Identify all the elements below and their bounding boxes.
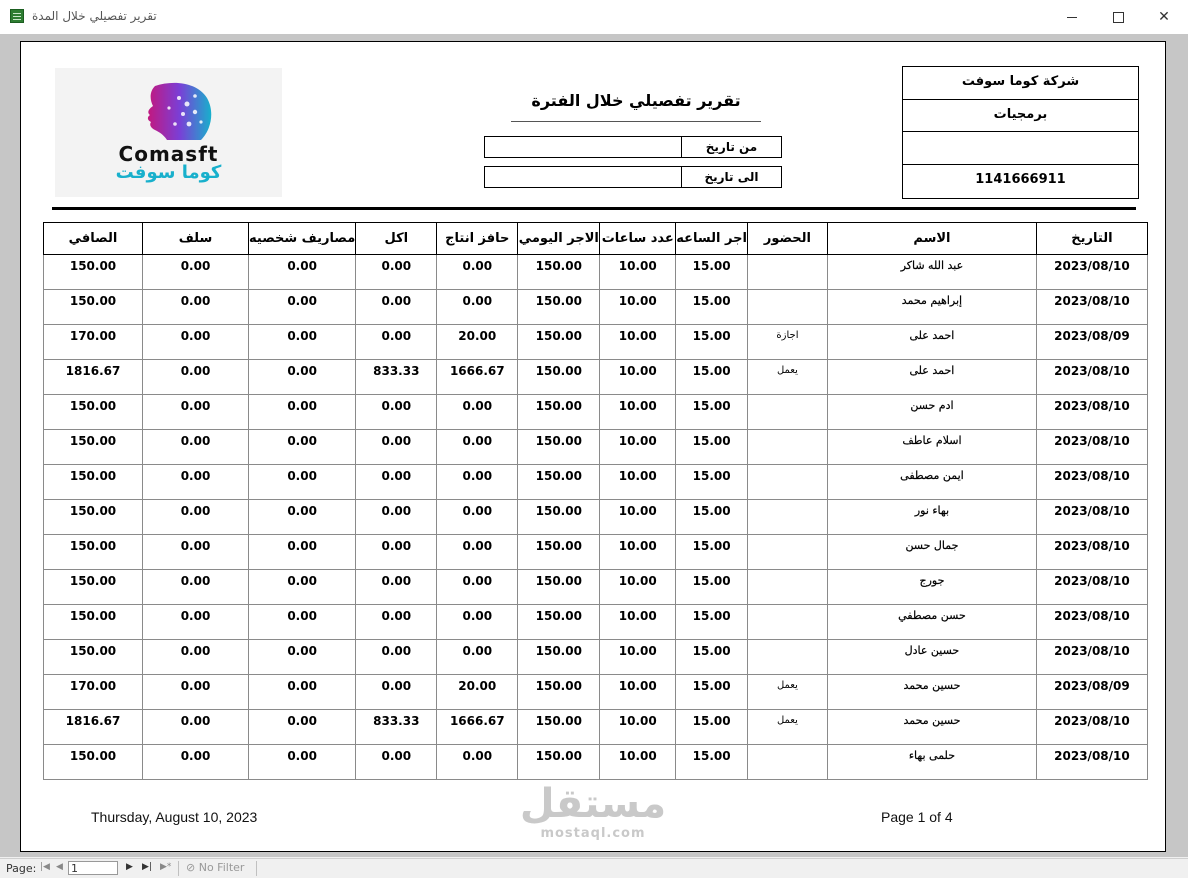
cell-advance: 0.00 [143,710,249,745]
cell-personal: 0.00 [249,290,356,325]
cell-hour-rate: 15.00 [676,500,748,535]
cell-hour-rate: 15.00 [676,710,748,745]
cell-attendance: يعمل [747,360,827,395]
cell-date: 2023/08/10 [1036,360,1147,395]
cell-personal: 0.00 [249,570,356,605]
cell-advance: 0.00 [143,465,249,500]
cell-attendance [747,395,827,430]
nav-separator [178,861,179,876]
filter-icon: ⊘ [186,861,199,874]
cell-advance: 0.00 [143,255,249,290]
cell-food: 0.00 [356,500,437,535]
table-row [44,325,1148,360]
cell-daily-wage: 150.00 [518,325,600,360]
cell-personal: 0.00 [249,395,356,430]
cell-date: 2023/08/10 [1036,710,1147,745]
cell-attendance: يعمل [747,710,827,745]
no-filter-label: No Filter [198,861,245,874]
cell-attendance [747,255,827,290]
cell-hour-rate: 15.00 [676,255,748,290]
cell-hours: 10.00 [600,605,676,640]
cell-bonus: 1666.67 [437,710,518,745]
watermark-text-ar: مستقل [519,781,667,827]
cell-personal: 0.00 [249,745,356,780]
cell-daily-wage: 150.00 [518,360,600,395]
cell-date: 2023/08/10 [1036,640,1147,675]
cell-hour-rate: 15.00 [676,430,748,465]
cell-advance: 0.00 [143,395,249,430]
col-header-bonus: حافز انتاج [437,223,518,255]
cell-net: 150.00 [44,745,143,780]
cell-bonus: 20.00 [437,325,518,360]
cell-hour-rate: 15.00 [676,675,748,710]
cell-advance: 0.00 [143,570,249,605]
report-app-icon [10,9,24,23]
cell-hour-rate: 15.00 [676,290,748,325]
cell-daily-wage: 150.00 [518,675,600,710]
report-canvas [0,34,1188,857]
window-title: تقرير تفصيلي خلال المدة [32,9,157,23]
table-row [44,255,1148,290]
cell-date: 2023/08/10 [1036,570,1147,605]
cell-name: حلمى بهاء [827,745,1036,780]
cell-date: 2023/08/10 [1036,605,1147,640]
cell-date: 2023/08/10 [1036,255,1147,290]
cell-food: 0.00 [356,535,437,570]
cell-hour-rate: 15.00 [676,535,748,570]
cell-daily-wage: 150.00 [518,605,600,640]
header-divider [52,207,1136,210]
from-date-value [484,136,682,158]
cell-hours: 10.00 [600,745,676,780]
cell-net: 150.00 [44,255,143,290]
cell-net: 150.00 [44,535,143,570]
col-header-personal: مصاريف شخصيه [249,223,356,255]
record-navigation-bar [0,858,1188,878]
cell-name: اسلام عاطف [827,430,1036,465]
page-label: Page: [6,862,37,875]
cell-hour-rate: 15.00 [676,570,748,605]
report-table [43,222,1148,780]
table-row [44,640,1148,675]
company-name: شركة كوما سوفت [903,67,1138,100]
company-blank-field [903,132,1138,165]
col-header-food: اكل [356,223,437,255]
cell-attendance [747,605,827,640]
cell-name: حسن مصطفي [827,605,1036,640]
cell-attendance [747,745,827,780]
cell-hours: 10.00 [600,500,676,535]
cell-net: 1816.67 [44,360,143,395]
cell-food: 0.00 [356,395,437,430]
cell-food: 833.33 [356,710,437,745]
cell-name: حسين عادل [827,640,1036,675]
cell-daily-wage: 150.00 [518,465,600,500]
cell-food: 0.00 [356,745,437,780]
cell-name: ايمن مصطفى [827,465,1036,500]
cell-personal: 0.00 [249,325,356,360]
cell-advance: 0.00 [143,640,249,675]
cell-personal: 0.00 [249,535,356,570]
cell-net: 150.00 [44,640,143,675]
table-row [44,535,1148,570]
cell-hours: 10.00 [600,570,676,605]
cell-hours: 10.00 [600,290,676,325]
cell-bonus: 0.00 [437,570,518,605]
cell-hours: 10.00 [600,675,676,710]
cell-name: إبراهيم محمد [827,290,1036,325]
title-bar [0,0,1188,34]
cell-hours: 10.00 [600,325,676,360]
cell-hour-rate: 15.00 [676,640,748,675]
cell-hours: 10.00 [600,255,676,290]
cell-attendance [747,535,827,570]
cell-hours: 10.00 [600,465,676,500]
cell-personal: 0.00 [249,360,356,395]
cell-net: 150.00 [44,570,143,605]
cell-daily-wage: 150.00 [518,500,600,535]
cell-attendance: يعمل [747,675,827,710]
cell-bonus: 0.00 [437,290,518,325]
cell-food: 0.00 [356,325,437,360]
cell-date: 2023/08/09 [1036,675,1147,710]
cell-personal: 0.00 [249,640,356,675]
last-page-icon[interactable]: ▶| [142,862,152,872]
cell-hours: 10.00 [600,640,676,675]
table-row [44,710,1148,745]
col-header-attendance: الحضور [747,223,827,255]
cell-food: 0.00 [356,675,437,710]
cell-date: 2023/08/10 [1036,535,1147,570]
cell-bonus: 0.00 [437,465,518,500]
cell-food: 0.00 [356,430,437,465]
cell-daily-wage: 150.00 [518,430,600,465]
cell-daily-wage: 150.00 [518,570,600,605]
cell-name: حسين محمد [827,675,1036,710]
col-header-date: التاريخ [1036,223,1147,255]
cell-hours: 10.00 [600,360,676,395]
report-title: تقرير تفصيلي خلال الفترة [531,91,741,110]
cell-name: عبد الله شاكر [827,255,1036,290]
col-header-advance: سلف [143,223,249,255]
cell-personal: 0.00 [249,500,356,535]
cell-hours: 10.00 [600,430,676,465]
cell-hour-rate: 15.00 [676,465,748,500]
cell-attendance: اجازة [747,325,827,360]
to-date-value [484,166,682,188]
cell-food: 0.00 [356,570,437,605]
cell-personal: 0.00 [249,465,356,500]
cell-net: 150.00 [44,395,143,430]
logo-text-ar: كوما سوفت [115,162,222,183]
cell-food: 0.00 [356,290,437,325]
table-row [44,745,1148,780]
col-header-hours: عدد ساعات [600,223,676,255]
from-date-label: من تاريخ [681,136,782,158]
to-date-label: الى تاريخ [681,166,782,188]
table-row [44,465,1148,500]
table-row [44,395,1148,430]
table-row [44,605,1148,640]
cell-personal: 0.00 [249,255,356,290]
cell-name: ادم حسن [827,395,1036,430]
cell-net: 150.00 [44,465,143,500]
cell-name: بهاء نور [827,500,1036,535]
title-underline [511,121,761,122]
company-logo [55,68,282,197]
cell-attendance [747,465,827,500]
cell-daily-wage: 150.00 [518,745,600,780]
cell-date: 2023/08/10 [1036,500,1147,535]
cell-date: 2023/08/10 [1036,290,1147,325]
cell-hour-rate: 15.00 [676,325,748,360]
cell-daily-wage: 150.00 [518,255,600,290]
cell-hour-rate: 15.00 [676,605,748,640]
col-header-daily-wage: الاجر اليومي [518,223,600,255]
cell-advance: 0.00 [143,535,249,570]
cell-date: 2023/08/10 [1036,745,1147,780]
report-page [20,41,1166,852]
company-info-box [902,66,1139,199]
cell-net: 150.00 [44,430,143,465]
cell-hour-rate: 15.00 [676,745,748,780]
table-row [44,500,1148,535]
table-row [44,430,1148,465]
cell-hours: 10.00 [600,395,676,430]
cell-date: 2023/08/09 [1036,325,1147,360]
cell-personal: 0.00 [249,710,356,745]
cell-bonus: 1666.67 [437,360,518,395]
cell-attendance [747,640,827,675]
cell-advance: 0.00 [143,500,249,535]
cell-food: 833.33 [356,360,437,395]
cell-advance: 0.00 [143,675,249,710]
maximize-button[interactable] [1095,4,1141,30]
cell-advance: 0.00 [143,605,249,640]
cell-bonus: 0.00 [437,395,518,430]
cell-date: 2023/08/10 [1036,430,1147,465]
table-header-row [44,223,1148,255]
to-date-row [484,166,782,188]
minimize-button[interactable] [1049,4,1095,30]
footer-page-number: Page 1 of 4 [881,809,953,825]
col-header-name: الاسم [827,223,1036,255]
page-number-input[interactable]: 1 [68,861,118,875]
cell-food: 0.00 [356,465,437,500]
cell-attendance [747,430,827,465]
cell-daily-wage: 150.00 [518,710,600,745]
cell-name: احمد على [827,360,1036,395]
cell-food: 0.00 [356,255,437,290]
mostaql-watermark [518,782,668,841]
cell-advance: 0.00 [143,360,249,395]
cell-attendance [747,290,827,325]
cell-hours: 10.00 [600,535,676,570]
cell-attendance [747,570,827,605]
cell-bonus: 0.00 [437,535,518,570]
table-row [44,675,1148,710]
table-row [44,360,1148,395]
cell-net: 1816.67 [44,710,143,745]
cell-attendance [747,500,827,535]
cell-hour-rate: 15.00 [676,360,748,395]
new-record-icon[interactable]: ▶* [160,862,172,872]
col-header-net: الصافي [44,223,143,255]
table-row [44,290,1148,325]
cell-advance: 0.00 [143,325,249,360]
cell-daily-wage: 150.00 [518,290,600,325]
cell-advance: 0.00 [143,745,249,780]
cell-daily-wage: 150.00 [518,535,600,570]
cell-name: احمد على [827,325,1036,360]
cell-bonus: 0.00 [437,430,518,465]
no-filter-button[interactable] [186,861,244,874]
cell-food: 0.00 [356,605,437,640]
from-date-row [484,136,782,158]
cell-bonus: 0.00 [437,640,518,675]
first-page-icon[interactable]: |◀ [40,862,50,872]
cell-name: جورج [827,570,1036,605]
cell-net: 150.00 [44,290,143,325]
company-phone: 1141666911 [975,171,1066,187]
cell-hour-rate: 15.00 [676,395,748,430]
cell-bonus: 0.00 [437,605,518,640]
close-button[interactable]: ✕ [1158,9,1170,25]
company-activity: برمجيات [903,100,1138,133]
col-header-hour-rate: اجر الساعه [676,223,748,255]
cell-food: 0.00 [356,640,437,675]
cell-advance: 0.00 [143,430,249,465]
cell-name: حسين محمد [827,710,1036,745]
cell-daily-wage: 150.00 [518,395,600,430]
cell-daily-wage: 150.00 [518,640,600,675]
cell-net: 150.00 [44,500,143,535]
cell-date: 2023/08/10 [1036,395,1147,430]
watermark-text-en: mostaql.com [540,826,646,841]
cell-date: 2023/08/10 [1036,465,1147,500]
cell-net: 170.00 [44,325,143,360]
previous-page-icon[interactable]: ◀ [56,862,63,872]
cell-personal: 0.00 [249,605,356,640]
cell-net: 150.00 [44,605,143,640]
cell-personal: 0.00 [249,430,356,465]
cell-advance: 0.00 [143,290,249,325]
cell-bonus: 20.00 [437,675,518,710]
cell-personal: 0.00 [249,675,356,710]
cell-bonus: 0.00 [437,255,518,290]
cell-bonus: 0.00 [437,500,518,535]
cell-bonus: 0.00 [437,745,518,780]
table-row [44,570,1148,605]
footer-date: Thursday, August 10, 2023 [91,809,258,825]
cell-net: 170.00 [44,675,143,710]
logo-text-en: Comasft [118,142,219,166]
cell-name: جمال حسن [827,535,1036,570]
cell-hours: 10.00 [600,710,676,745]
nav-separator [256,861,257,876]
next-page-icon[interactable]: ▶ [126,862,133,872]
